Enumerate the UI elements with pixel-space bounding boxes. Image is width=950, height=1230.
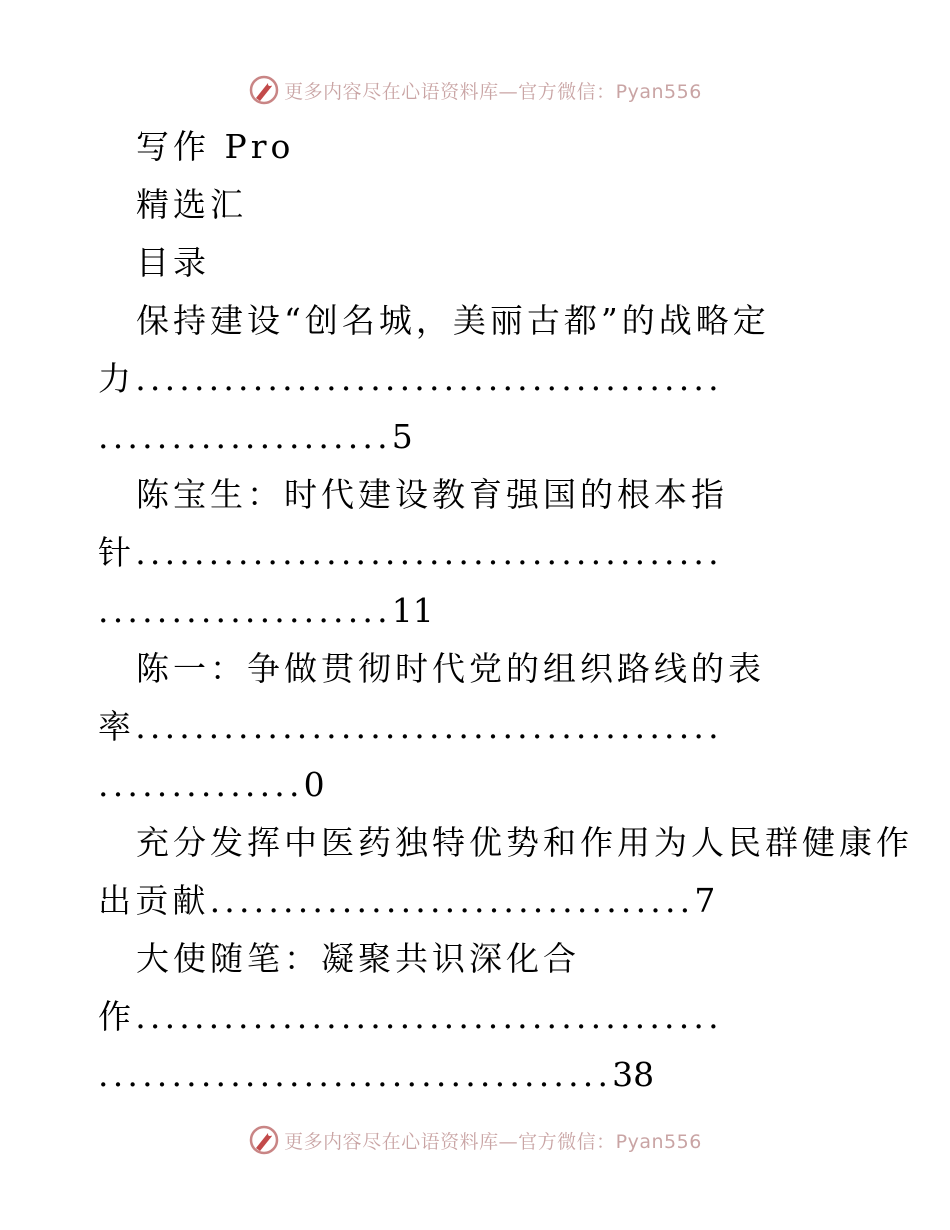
leader-dots: .................... [98, 591, 392, 630]
page-number: 0 [303, 765, 325, 804]
toc-entry-2-title: 陈宝生：时代建设教育强国的根本指 [136, 475, 728, 514]
wechat-id: Pyan556 [615, 1130, 702, 1153]
leader-dots: 出贡献................................. [98, 881, 695, 920]
page-number: 7 [694, 881, 716, 920]
doc-title-line-1: 写作 Pro [136, 127, 295, 166]
toc-entry-5-leader: 作........................................ [98, 997, 723, 1036]
banner-text [284, 1127, 702, 1154]
toc-entry-5-title: 大使随笔：凝聚共识深化合 [136, 939, 580, 978]
pen-logo-icon [248, 74, 280, 106]
page-number: 5 [391, 417, 413, 456]
toc-entry-1-leader: 力........................................ [98, 359, 723, 398]
toc-entry-5-page-line [98, 1046, 858, 1104]
page-number: 38 [612, 1055, 655, 1094]
footer-watermark-banner [0, 1120, 950, 1160]
leader-dots: ................................... [98, 1055, 613, 1094]
toc-entry-2-leader: 针........................................ [98, 533, 723, 572]
banner-label: 更多内容尽在心语资料库—官方微信： [284, 1130, 616, 1153]
table-of-contents [98, 118, 913, 1104]
toc-heading: 目录 [136, 243, 210, 282]
toc-entry-1-title: 保持建设“创名城，美丽古都”的战略定 [136, 301, 770, 340]
doc-title-line-2: 精选汇 [136, 185, 247, 224]
toc-entry-2-page-line [98, 582, 858, 640]
toc-entry-3-leader: 率........................................ [98, 707, 723, 746]
pen-logo-icon [248, 1124, 280, 1156]
page-number: 11 [391, 591, 434, 630]
toc-entry-1-page-line [98, 408, 858, 466]
toc-entry-4-page-line [98, 872, 858, 930]
leader-dots: .................... [98, 417, 392, 456]
toc-entry-4-title: 充分发挥中医药独特优势和作用为人民群健康作 [136, 823, 913, 862]
leader-dots: .............. [98, 765, 304, 804]
banner-label: 更多内容尽在心语资料库—官方微信： [284, 80, 616, 103]
toc-entry-3-page-line [98, 756, 858, 814]
wechat-id: Pyan556 [615, 80, 702, 103]
banner-text [284, 77, 702, 104]
header-watermark-banner [0, 70, 950, 110]
toc-entry-3-title: 陈一：争做贯彻时代党的组织路线的表 [136, 649, 765, 688]
